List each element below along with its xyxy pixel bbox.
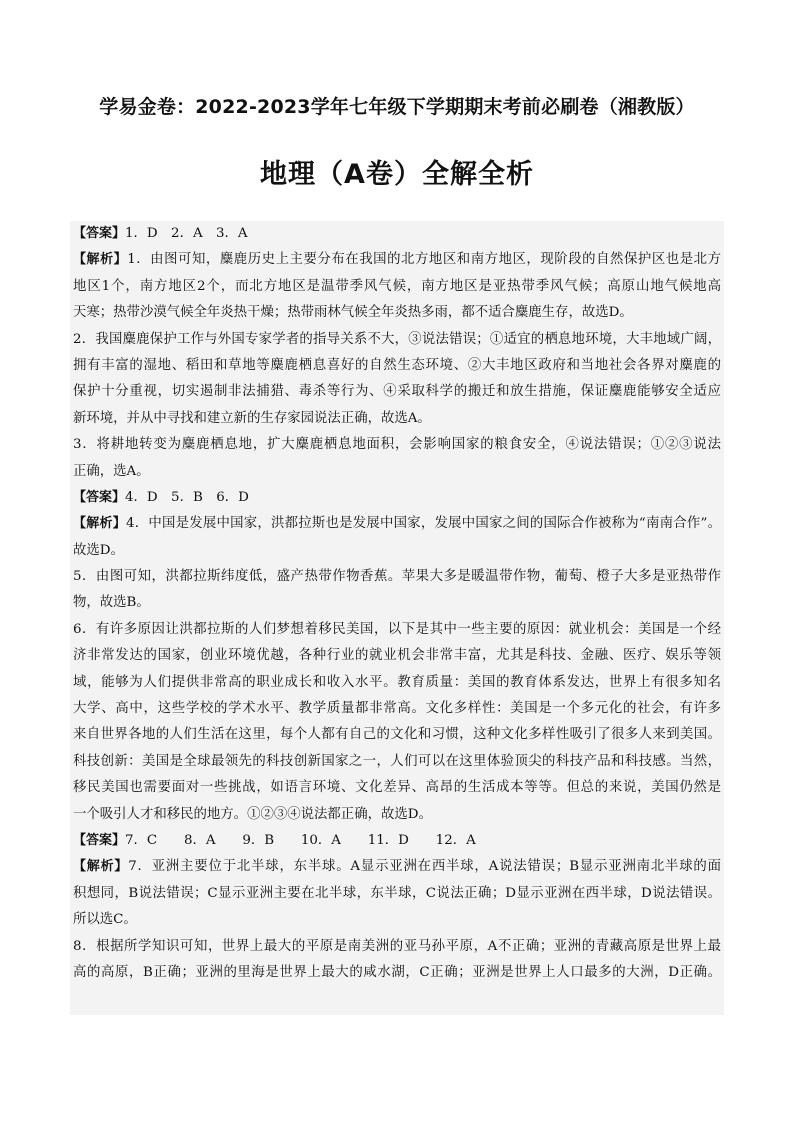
text-line xyxy=(70,960,724,986)
exam-series-title: 学易金卷：2022-2023学年七年级下学期期末考前必刷卷（湘教版） xyxy=(99,96,695,118)
text-line xyxy=(70,854,724,880)
line-text: 保护十分重视，切实遏制非法捕猎、毒杀等行为、④采取科学的搬迁和放生措施，保证麋鹿能够安全适应 xyxy=(73,384,721,400)
text-line xyxy=(70,406,724,432)
answer-tag: 【答案】 xyxy=(73,489,126,505)
line-text: 4．中国是发展中国家，洪都拉斯也是发展中国家，发展中国家之间的国际合作被称为“南南合作”。 xyxy=(125,516,721,532)
line-text: 移民美国也需要面对一些挑战，如语言环境、文化差异、高昂的生活成本等等。但总的来说，美国仍然是 xyxy=(73,780,721,796)
text-line xyxy=(70,300,724,326)
line-text: 来自世界各地的人们生活在这里，每个人都有自己的文化和习惯，这种文化多样性吸引了很多人来到美国。 xyxy=(73,727,721,743)
line-text: 正确，选A。 xyxy=(73,463,150,479)
answer-tag: 【答案】 xyxy=(73,226,126,241)
line-text: 8．根据所学知识可知，世界上最大的平原是南美洲的亚马孙平原，A不正确；亚洲的青藏高原是世界上最 xyxy=(73,938,721,954)
text-line xyxy=(70,907,724,933)
text-line xyxy=(70,379,724,405)
line-text: 所以选C。 xyxy=(73,912,137,928)
text-line xyxy=(70,274,724,300)
text-line xyxy=(70,670,724,696)
line-text: 物，故选B。 xyxy=(73,595,150,611)
line-text: 2．我国麋鹿保护工作与外国专家学者的指导关系不大，③说法错误；①适宜的栖息地环境，大丰地域广阔， xyxy=(73,331,721,347)
analysis-tag: 【解析】 xyxy=(73,859,129,875)
analysis-tag: 【解析】 xyxy=(73,516,126,532)
line-text: 4．D 5．B 6．D xyxy=(125,489,249,505)
text-line xyxy=(70,722,724,748)
line-text: 天寒；热带沙漠气候全年炎热干燥；热带雨林气候全年炎热多雨，都不适合麋鹿生存，故选D。 xyxy=(73,305,633,321)
line-text: 7．C 8．A 9．B 10．A 11．D 12．A xyxy=(125,832,476,848)
text-line xyxy=(70,511,724,537)
text-line xyxy=(70,881,724,907)
text-line xyxy=(70,749,724,775)
text-line xyxy=(70,775,724,801)
line-text: 6．有许多原因让洪都拉斯的人们梦想着移民美国，以下是其中一些主要的原因：就业机会：美国是一个经 xyxy=(73,621,721,637)
text-line xyxy=(70,538,724,564)
line-text: 1．由图可知，麋鹿历史上主要分布在我国的北方地区和南方地区，现阶段的自然保护区也是北方 xyxy=(127,252,721,268)
line-text: 大学、高中，这些学校的学术水平、教学质量都非常高。文化多样性：美国是一个多元化的社会，有许多 xyxy=(73,701,721,717)
answer-analysis-body xyxy=(70,221,724,1015)
line-text: 科技创新：美国是全球最领先的科技创新国家之一，人们可以在这里体验顶尖的科技产品和科技感。当然， xyxy=(73,753,721,769)
line-text: 5．由图可知，洪都拉斯纬度低，盛产热带作物香蕉。苹果大多是暖温带作物，葡萄、橙子大多是亚热带作 xyxy=(73,569,721,585)
text-line xyxy=(70,221,724,247)
text-line xyxy=(70,432,724,458)
text-line xyxy=(70,247,724,273)
answer-tag: 【答案】 xyxy=(73,832,126,848)
text-line xyxy=(70,643,724,669)
text-line xyxy=(70,934,724,960)
text-line xyxy=(70,828,724,854)
line-text: 积想同，B说法错误；C显示亚洲主要在北半球，东半球，C说法正确；D显示亚洲在西半球，D说法错误。 xyxy=(73,885,721,901)
line-text: 新环境，并从中寻找和建立新的生存家园说法正确，故选A。 xyxy=(73,410,431,426)
text-line xyxy=(70,696,724,722)
text-line xyxy=(70,590,724,616)
text-line xyxy=(70,459,724,485)
line-text: 高的高原，B正确；亚洲的里海是世界上最大的咸水湖，C正确；亚洲是世界上人口最多的大洲，D正确。 xyxy=(73,964,721,980)
text-line xyxy=(70,485,724,511)
line-text: 济非常发达的国家，创业环境优越，各种行业的就业机会非常丰富，尤其是科技、金融、医疗、娱乐等领 xyxy=(73,648,721,664)
page-title: 地理（A卷）全解全析 xyxy=(260,159,534,190)
line-text: 3．将耕地转变为麋鹿栖息地，扩大麋鹿栖息地面积，会影响国家的粮食安全，④说法错误；①②③说法 xyxy=(73,437,721,453)
line-text: 7．亚洲主要位于北半球，东半球。A显示亚洲在西半球，A说法错误；B显示亚洲南北半球的面 xyxy=(128,859,721,875)
line-text: 域，能够为人们提供非常高的职业成长和收入水平。教育质量：美国的教育体系发达，世界上有很多知名 xyxy=(73,674,721,690)
text-line xyxy=(70,327,724,353)
text-line xyxy=(70,353,724,379)
line-text: 一个吸引人才和移民的地方。①②③④说法都正确，故选D。 xyxy=(73,806,432,822)
line-text: 1．D 2．A 3．A xyxy=(125,226,248,241)
analysis-tag: 【解析】 xyxy=(73,252,128,268)
text-line xyxy=(70,564,724,590)
line-text: 地区1个，南方地区2个，而北方地区是温带季风气候，南方地区是亚热带季风气候；高原山地气候地高 xyxy=(73,278,721,294)
text-line xyxy=(70,802,724,828)
line-text: 拥有丰富的湿地、稻田和草地等麋鹿栖息喜好的自然生态环境、②大丰地区政府和当地社会各界对麋鹿的 xyxy=(73,357,721,373)
text-line xyxy=(70,617,724,643)
line-text: 故选D。 xyxy=(73,542,124,558)
